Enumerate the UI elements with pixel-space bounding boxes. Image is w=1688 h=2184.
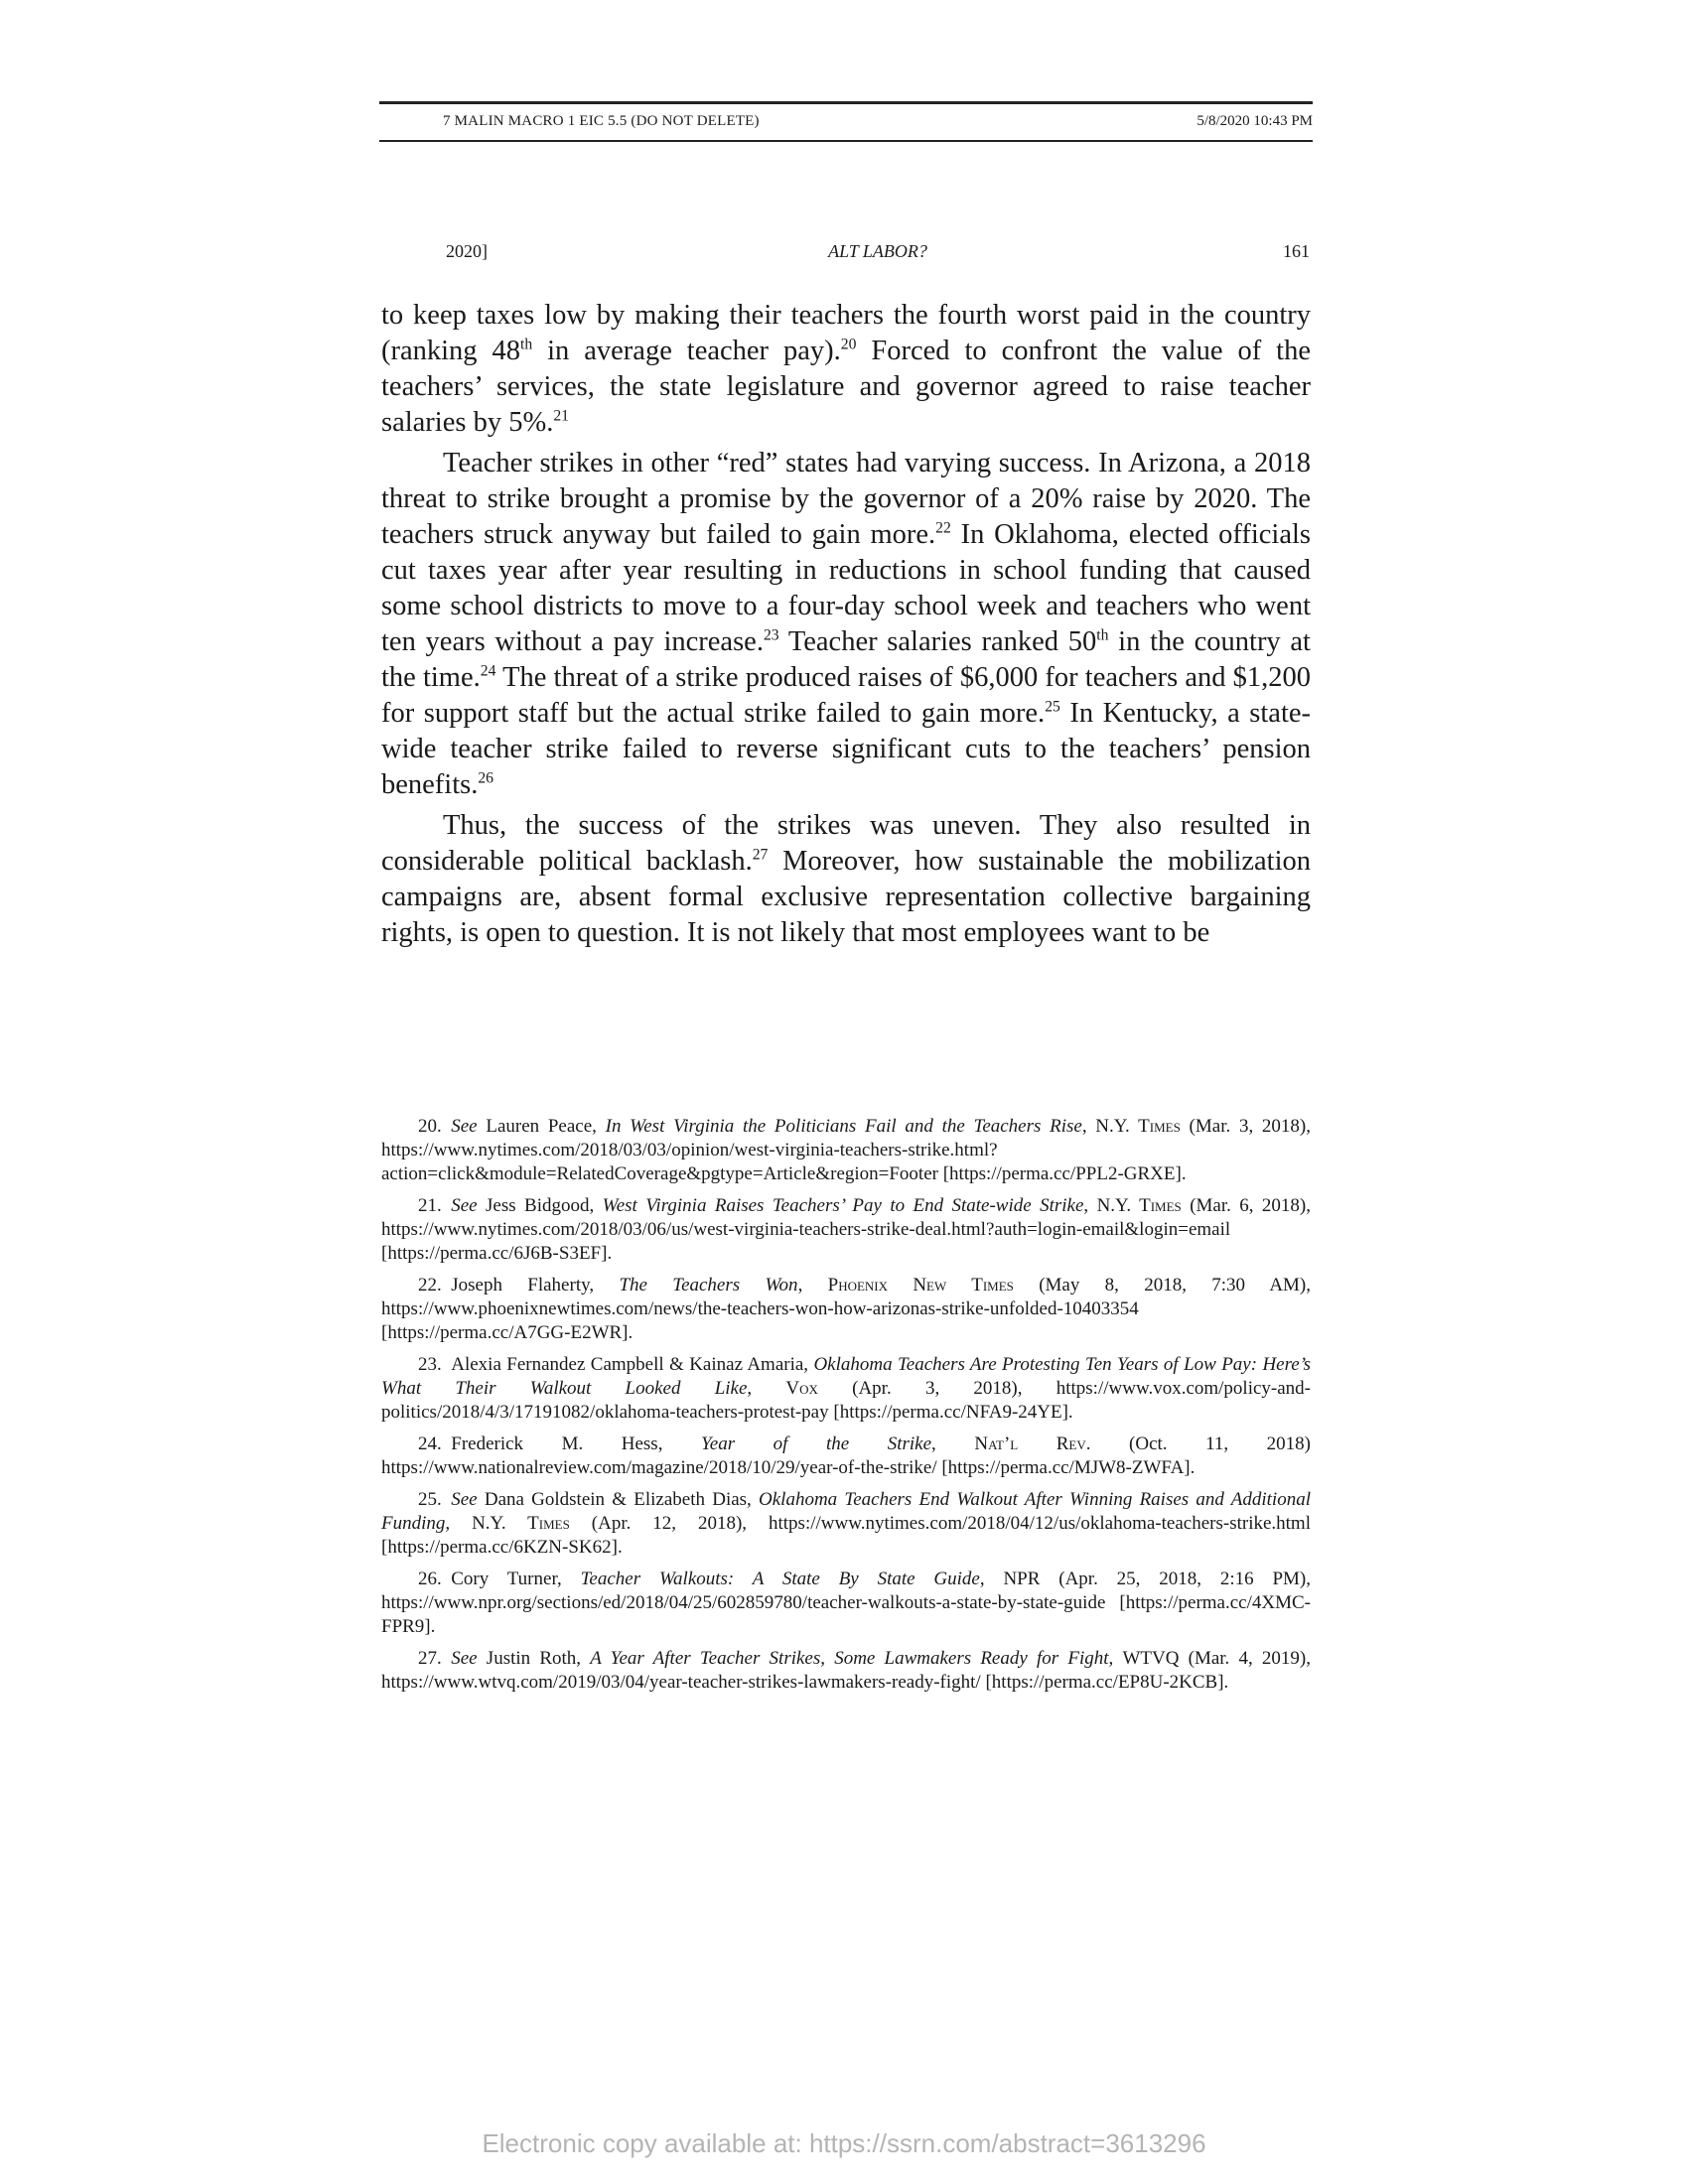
footnote-number: 23.	[418, 1354, 442, 1375]
footnote-publication: Nat’l Rev.	[974, 1433, 1091, 1454]
footnote-author: Lauren Peace,	[477, 1116, 606, 1137]
footnote-citation: (Mar. 4, 2019), https://www.wtvq.com/2019/03/04/year-teacher-strikes-lawmakers-ready-fight/ [https://perma.cc/EP8U-2KCB].	[381, 1648, 1311, 1693]
footnote-publication: N.Y. Times	[1095, 1116, 1181, 1137]
footnote: 25. See Dana Goldstein & Elizabeth Dias, Oklahoma Teachers End Walkout After Winning Raises and Additional Funding, N.Y. Times (Apr. 12, 2018), https://www.nytimes.com/2018/04/12/us/oklahoma-teachers-strike.html [https://perma.cc/6KZN-SK62].	[381, 1489, 1311, 1558]
footnote-author: Dana Goldstein & Elizabeth Dias,	[477, 1489, 760, 1510]
footnote-title: West Virginia Raises Teachers’ Pay to End State-wide Strike	[602, 1195, 1084, 1216]
footnote-ref[interactable]: 27	[752, 846, 769, 864]
footnote-citation: (Mar. 3, 2018), https://www.nytimes.com/2018/03/03/opinion/west-virginia-teachers-strike.html?action=click&module=RelatedCoverage&pgtype=Article&region=Footer [https://perma.cc/PPL2-GRXE].	[381, 1116, 1311, 1184]
footnote-ref[interactable]: 24	[480, 662, 496, 680]
footnote-title: Year of the Strike	[700, 1433, 932, 1454]
running-head-year: 2020]	[446, 241, 488, 261]
footnote: 20. See Lauren Peace, In West Virginia the Politicians Fail and the Teachers Rise, N.Y. Times (Mar. 3, 2018), https://www.nytimes.com/2018/03/03/opinion/west-virginia-teachers-strike.html?action=click&module=RelatedCoverage&pgtype=Article&region=Footer [https://perma.cc/PPL2-GRXE].	[381, 1116, 1311, 1184]
footnote-publication: WTVQ	[1122, 1648, 1180, 1669]
footnote-number: 20.	[418, 1116, 442, 1137]
footnote-title: Oklahoma Teachers End Walkout After Winning Raises and Additional Funding	[381, 1489, 1311, 1534]
footnote-number: 22.	[418, 1275, 442, 1296]
footnotes	[381, 1115, 1311, 1703]
footnote-title: Oklahoma Teachers Are Protesting Ten Years of Low Pay: Here’s What Their Walkout Looked Like	[381, 1354, 1312, 1399]
footnote-number: 25.	[418, 1489, 442, 1510]
footnote-title: Teacher Walkouts: A State By State Guide	[580, 1569, 980, 1589]
footnote: 27. See Justin Roth, A Year After Teacher Strikes, Some Lawmakers Ready for Fight, WTVQ (Mar. 4, 2019), https://www.wtvq.com/2019/03/04/year-teacher-strikes-lawmakers-ready-fight/ [https://perma.cc/EP8U-2KCB].	[381, 1648, 1311, 1693]
footnote: 21. See Jess Bidgood, West Virginia Raises Teachers’ Pay to End State-wide Strike, N.Y. Times (Mar. 6, 2018), https://www.nytimes.com/2018/03/06/us/west-virginia-teachers-strike-deal.html?auth=login-email&login=email [https://perma.cc/6J6B-S3EF].	[381, 1195, 1311, 1264]
footnote-publication: Vox	[785, 1378, 818, 1399]
footnote: 26. Cory Turner, Teacher Walkouts: A State By State Guide, NPR (Apr. 25, 2018, 2:16 PM), https://www.npr.org/sections/ed/2018/04/25/602859780/teacher-walkouts-a-state-by-state-guide [https://perma.cc/4XMC-FPR9].	[381, 1569, 1312, 1637]
footnote-number: 24.	[418, 1433, 442, 1454]
footnote-ref[interactable]: 20	[840, 336, 857, 353]
running-head-title: ALT LABOR?	[828, 241, 927, 261]
footnote: 22. Joseph Flaherty, The Teachers Won, Phoenix New Times (May 8, 2018, 7:30 AM), https://www.phoenixnewtimes.com/news/the-teachers-won-how-arizonas-strike-unfolded-10403354 [https://perma.cc/A7GG-E2WR].	[381, 1275, 1312, 1343]
footnote-citation: (May 8, 2018, 7:30 AM), https://www.phoenixnewtimes.com/news/the-teachers-won-how-arizonas-strike-unfolded-10403354 [https://perma.cc/A7GG-E2WR].	[381, 1275, 1312, 1343]
footnote-title: In West Virginia the Politicians Fail and the Teachers Rise	[605, 1116, 1082, 1137]
footnote-number: 27.	[418, 1648, 442, 1669]
footnote-signal: See	[451, 1489, 478, 1510]
footnote-number: 26.	[418, 1569, 442, 1589]
footnote-signal: See	[451, 1195, 478, 1216]
footnote-author: Alexia Fernandez Campbell & Kainaz Amaria,	[451, 1354, 814, 1375]
footnote-signal: See	[451, 1116, 478, 1137]
footnote: 24. Frederick M. Hess, Year of the Strike, Nat’l Rev. (Oct. 11, 2018) https://www.nationalreview.com/magazine/2018/10/29/year-of-the-strike/ [https://perma.cc/MJW8-ZWFA].	[381, 1433, 1311, 1478]
footnote-author: Frederick M. Hess,	[451, 1433, 701, 1454]
footnote-publication: N.Y. Times	[1096, 1195, 1182, 1216]
footnote-ref[interactable]: 26	[478, 769, 493, 787]
footnote-citation: (Oct. 11, 2018) https://www.nationalreview.com/magazine/2018/10/29/year-of-the-strike/ [https://perma.cc/MJW8-ZWFA].	[381, 1433, 1311, 1478]
paragraph-2: Teacher strikes in other “red” states had varying success. In Arizona, a 2018 threat to strike brought a promise by the governor of a 20% raise by 2020. The teachers struck anyway but failed to gain more.$^{22}$ In Oklahoma, elected officials cut taxes year after year resulting in reductions in school funding that caused some school districts to move to a four-day school week and teachers who went ten years without a pay increase.$^{23}$ Teacher salaries ranked 50th in the country at the time.$^{24}$ The threat of a strike produced raises of $6,000 for teachers and $1,200 for support staff but the actual strike failed to gain more.$^{25}$ In Kentucky, a state-wide teacher strike failed to reverse significant cuts to the teachers’ pension benefits.$^{26}$	[381, 448, 1311, 800]
footnote-author: Jess Bidgood,	[477, 1195, 603, 1216]
footnote-citation: (Apr. 3, 2018), https://www.vox.com/policy-and-politics/2018/4/3/17191082/oklahoma-teachers-protest-pay [https://perma.cc/NFA9-24YE].	[381, 1378, 1312, 1423]
footnote-citation: (Mar. 6, 2018), https://www.nytimes.com/2018/03/06/us/west-virginia-teachers-strike-deal.html?auth=login-email&login=email [https://perma.cc/6J6B-S3EF].	[381, 1195, 1311, 1264]
footnote-author: Joseph Flaherty,	[451, 1275, 620, 1296]
footnote-citation: (Apr. 25, 2018, 2:16 PM), https://www.npr.org/sections/ed/2018/04/25/602859780/teacher-walkouts-a-state-by-state-guide [https://perma.cc/4XMC-FPR9].	[381, 1569, 1312, 1637]
footnote-title: A Year After Teacher Strikes, Some Lawmakers Ready for Fight	[590, 1648, 1109, 1669]
ssrn-footer-link[interactable]: Electronic copy available at: https://ssrn.com/abstract=3613296	[482, 2128, 1206, 2158]
footnote-ref[interactable]: 25	[1045, 698, 1060, 716]
footnote-ref[interactable]: 23	[763, 626, 779, 644]
paragraph-1: to keep taxes low by making their teachers the fourth worst paid in the country (ranking 48th in average teacher pay).$^{20}$ Forced to confront the value of the teachers’ services, the state legislature and governor agreed to raise teacher salaries by 5%.$^{21}$	[381, 300, 1312, 438]
footnote-title: The Teachers Won	[619, 1275, 798, 1296]
paragraph-3: Thus, the success of the strikes was uneven. They also resulted in considerable political backlash.$^{27}$ Moreover, how sustainable the mobilization campaigns are, absent formal exclusive representation collective bargaining rights, is open to question. It is not likely that most employees want to be	[381, 810, 1311, 948]
running-head	[446, 241, 1310, 267]
footnote-author: Cory Turner,	[451, 1569, 581, 1589]
footnote-publication: NPR	[1003, 1569, 1041, 1589]
footnote-number: 21.	[418, 1195, 442, 1216]
footnote-publication: N.Y. Times	[472, 1513, 570, 1534]
footnote-ref[interactable]: 21	[553, 407, 569, 425]
footnote: 23. Alexia Fernandez Campbell & Kainaz Amaria, Oklahoma Teachers Are Protesting Ten Years of Low Pay: Here’s What Their Walkout Looked Like, Vox (Apr. 3, 2018), https://www.vox.com/policy-and-politics/2018/4/3/17191082/oklahoma-teachers-protest-pay [https://perma.cc/NFA9-24YE].	[381, 1354, 1312, 1423]
main-text	[381, 298, 1311, 951]
footnote-author: Justin Roth,	[477, 1648, 591, 1669]
header-timestamp: 5/8/2020 10:43 PM	[1196, 113, 1313, 129]
document-header-bar	[379, 101, 1313, 142]
footnote-publication: Phoenix New Times	[827, 1275, 1014, 1296]
footnote-citation: (Apr. 12, 2018), https://www.nytimes.com/2018/04/12/us/oklahoma-teachers-strike.html [https://perma.cc/6KZN-SK62].	[381, 1513, 1311, 1558]
footnote-signal: See	[451, 1648, 478, 1669]
footnote-ref[interactable]: 22	[935, 519, 951, 537]
header-file-id: 7 MALIN MACRO 1 EIC 5.5 (DO NOT DELETE)	[443, 113, 760, 129]
page-number: 161	[1283, 241, 1310, 261]
